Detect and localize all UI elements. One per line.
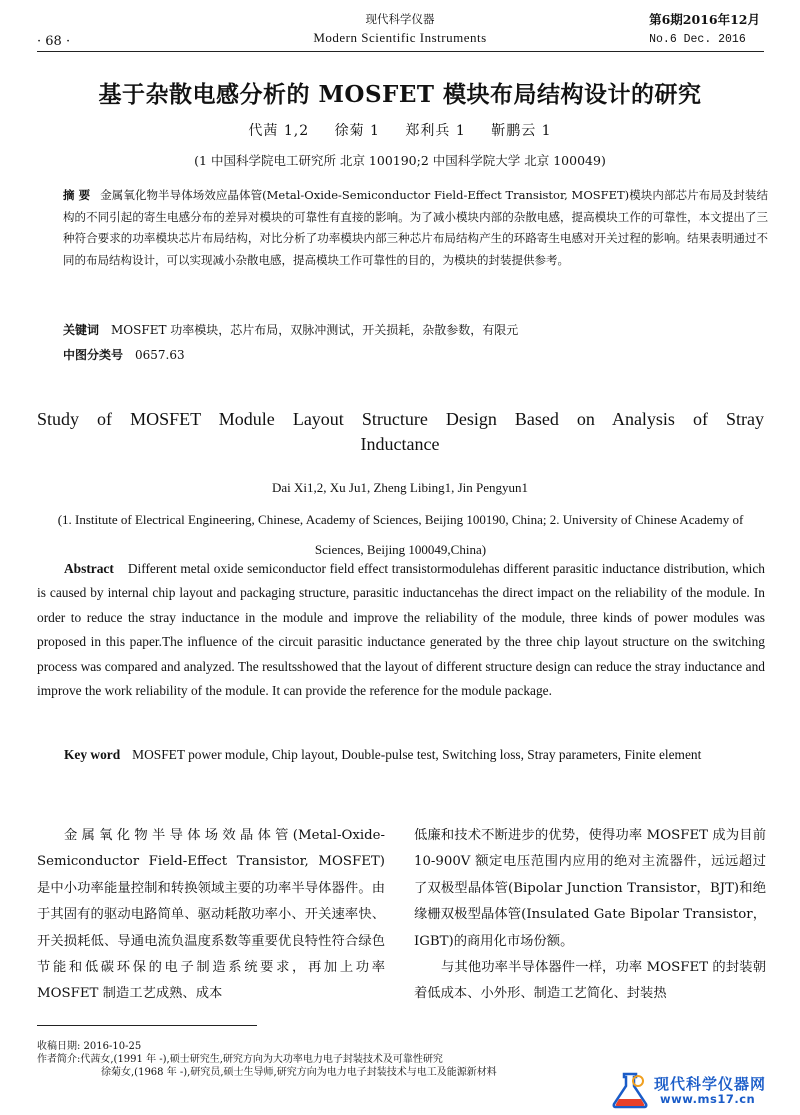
- body-column-left: 金属氧化物半导体场效晶体管(Metal-Oxide-Semiconductor Field-Effect Transistor, MOSFET) 是中小功率能量控制和转换领域主要的功率半导体器件。由于其固有的驱动电路简单、驱动耗散功率小、开关速率快、开关损耗低、导通电流负温度系数等重要优良特性符合绿色节能和低碳环保的电子制造系统要求，再加上功率 MOSFET 制造工艺成熟、成本: [37, 828, 385, 1002]
- issue-info: [649, 10, 760, 46]
- abstract-cn-text: 金属氧化物半导体场效应晶体管(Metal-Oxide-Semiconductor Field-Effect Transistor, MOSFET)模块内部芯片布局及封装结构的不同引起的寄生电感分布的差异对模块的可靠性有直接的影响。为了减小模块内部的杂散电感，提高模块工作的可靠性，本文提出了三种符合要求的功率模块芯片布局结构，对比分析了功率模块内部三种芯片布局结构产生的环路寄生电感对开关过程的影响。结果表明通过不同的布局结构设计，可以实现减小杂散电感，提高模块工作可靠性的目的，为模块的封装提供参考。: [63, 188, 768, 267]
- issue-en: No.6 Dec. 2016: [649, 33, 746, 46]
- affiliation-en: (1. Institute of Electrical Engineering, Chinese, Academy of Sciences, Beijing 100190, China; 2. University of Chinese Academy of Sciences, Beijing 100049,China): [57, 512, 744, 557]
- issue-cn: 第6期2016年12月: [649, 12, 760, 27]
- header-rule: [37, 51, 764, 52]
- watermark-name: 现代科学仪器网: [654, 1075, 767, 1093]
- author-bio: 徐菊女,(1968 年 -),研究员,硕士生导师,研究方向为电力电子封装技术与电工及能源新材料: [101, 1067, 497, 1078]
- author-cn: 郑利兵 1: [405, 123, 466, 139]
- abstract-en-label: Abstract: [64, 561, 114, 576]
- body-column-right: [414, 823, 766, 1008]
- abstract-en-text: Different metal oxide semiconductor field effect transistormodulehas different parasitic inductance distribution, which is caused by internal chip layout and packaging structure, parasitic inductancehas the direct impact on the reliability of the module. In order to reduce the stray inductance in the module and improve the reliability of the module, three kinds of power modules was proposed in this paper.The influence of the circuit parasitic inductance generated by the three chip layout structure on the switching process was compared and analyzed. The resultsshowed that the layout of different structure design can reduce the stray inductance and improve the work reliability of the module. It can provide the reference for the module package.: [37, 561, 765, 699]
- keywords-en-label: Key word: [64, 747, 121, 762]
- keywords-cn: [63, 321, 768, 338]
- abstract-cn: [63, 185, 768, 271]
- authors-cn: [0, 120, 800, 140]
- footnotes: [37, 1040, 497, 1079]
- abstract-cn-label: 摘 要: [63, 188, 91, 202]
- title-cn: 基于杂散电感分析的 MOSFET 模块布局结构设计的研究: [98, 81, 702, 108]
- abstract-en: [37, 557, 765, 703]
- authors-en: Dai Xi1,2, Xu Ju1, Zheng Libing1, Jin Pengyun1: [271, 480, 528, 495]
- body-paragraph: 与其他功率半导体器件一样，功率 MOSFET 的封装朝着低成本、小外形、制造工艺简化、封装热: [414, 960, 766, 1002]
- footnote-rule: [37, 1025, 257, 1026]
- author-cn: 代茜 1,2: [248, 123, 310, 139]
- author-cn: 徐菊 1: [334, 123, 380, 139]
- received-date: 收稿日期: 2016-10-25: [37, 1041, 142, 1052]
- affiliation-cn: (1 中国科学院电工研究所 北京 100190;2 中国科学院大学 北京 100049): [194, 153, 606, 168]
- page-number: · 68 ·: [37, 34, 71, 49]
- keywords-cn-text: MOSFET 功率模块，芯片布局，双脉冲测试，开关损耗，杂散参数，有限元: [111, 323, 519, 337]
- author-bio: 作者简介:代茜女,(1991 年 -),硕士研究生,研究方向为大功率电力电子封装技术及可靠性研究: [37, 1054, 443, 1065]
- keywords-en-text: MOSFET power module, Chip layout, Double-pulse test, Switching loss, Stray parameters, Finite element: [132, 747, 702, 762]
- journal-name-cn: 现代科学仪器: [365, 12, 435, 26]
- keywords-cn-label: 关键词: [63, 323, 100, 337]
- clc-text: 0657.63: [135, 348, 185, 362]
- flask-icon: [608, 1071, 652, 1109]
- body-paragraph: 低廉和技术不断进步的优势，使得功率 MOSFET 成为目前 10-900V 额定电压范围内应用的绝对主流器件，远远超过了双极型晶体管(Bipolar Junction Transistor，BJT)和绝缘栅双极型晶体管(Insulated Gate Bipolar Transistor，IGBT)的商用化市场份额。: [414, 828, 766, 949]
- author-cn: 靳鹏云 1: [491, 123, 552, 139]
- watermark-logo: [602, 1071, 792, 1109]
- clc-label: 中图分类号: [63, 348, 124, 362]
- clc-number: [63, 346, 185, 363]
- watermark-url: www.ms17.cn: [660, 1092, 756, 1106]
- journal-name-en: Modern Scientific Instruments: [313, 30, 487, 45]
- title-en-line2: Inductance: [360, 434, 440, 454]
- keywords-en: [37, 743, 765, 767]
- title-en-line1: Study of MOSFET Module Layout Structure Design Based on Analysis of Stray: [37, 409, 764, 429]
